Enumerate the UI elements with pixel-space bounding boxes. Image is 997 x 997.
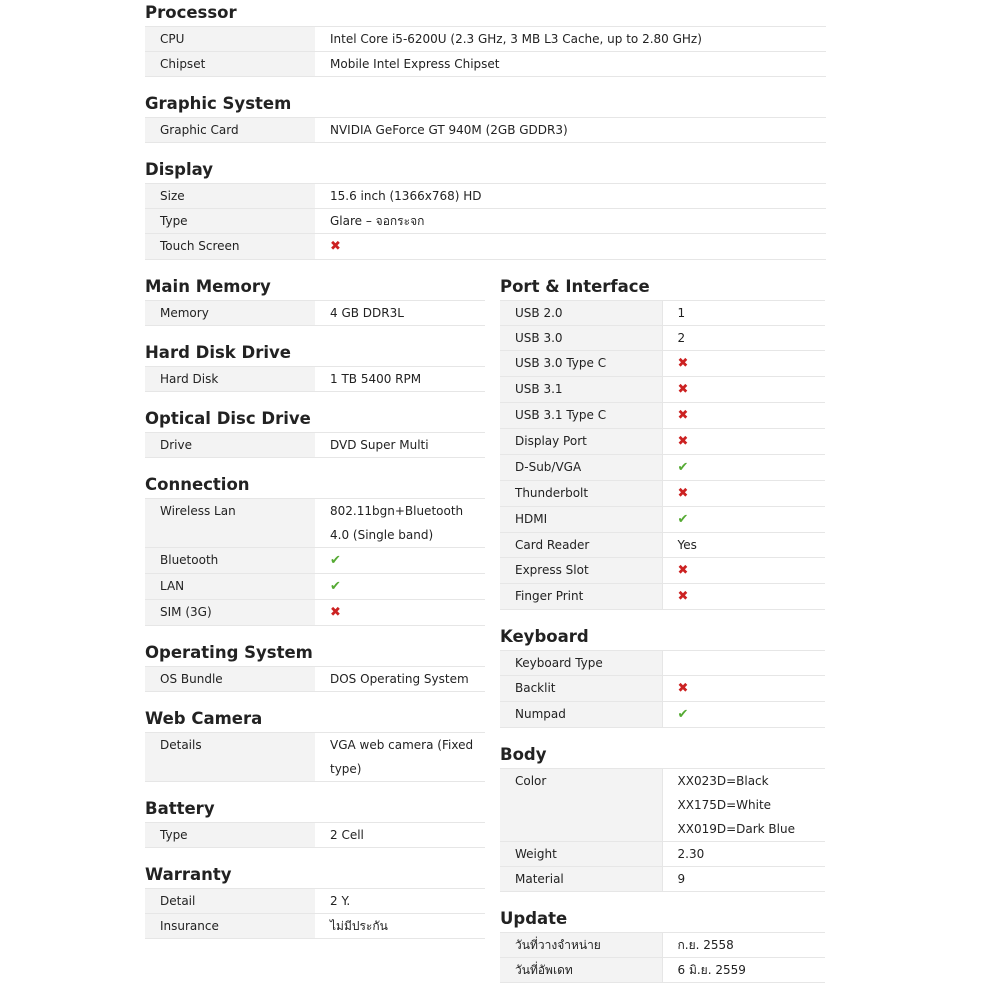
section-hard-disk-drive <box>145 342 485 392</box>
spec-value-line: XX175D=White <box>677 798 772 812</box>
spec-value: NVIDIA GeForce GT 940M (2GB GDDR3) <box>315 118 826 143</box>
spec-table <box>145 117 826 143</box>
check-icon: ✔ <box>330 579 341 594</box>
spec-row <box>500 702 825 728</box>
spec-value <box>662 377 825 403</box>
spec-label: Keyboard Type <box>500 651 662 676</box>
spec-row <box>500 429 825 455</box>
spec-row <box>145 914 485 939</box>
section-title: Update <box>500 909 568 928</box>
spec-row <box>500 867 825 892</box>
section-web-camera <box>145 708 485 782</box>
spec-row <box>145 574 485 600</box>
section-warranty <box>145 864 485 939</box>
cross-icon: ✖ <box>330 605 341 620</box>
section-processor <box>145 2 826 77</box>
spec-label: Backlit <box>500 676 662 702</box>
section-title: Main Memory <box>145 277 271 296</box>
spec-row <box>500 301 825 326</box>
spec-label: วันที่วางจำหน่าย <box>500 933 662 958</box>
spec-label: Numpad <box>500 702 662 728</box>
check-icon: ✔ <box>677 512 689 527</box>
spec-label: USB 3.0 <box>500 326 662 351</box>
spec-row <box>500 769 825 842</box>
spec-table <box>500 768 825 892</box>
spec-row <box>145 27 826 52</box>
spec-row <box>500 455 825 481</box>
spec-row <box>500 481 825 507</box>
spec-label: Hard Disk <box>145 367 315 392</box>
cross-icon: ✖ <box>330 239 341 254</box>
cross-icon: ✖ <box>677 486 689 501</box>
spec-label: Wireless Lan <box>145 499 315 548</box>
check-icon: ✔ <box>677 707 689 722</box>
spec-row <box>145 209 826 234</box>
spec-row <box>500 958 825 983</box>
section-title: Hard Disk Drive <box>145 343 291 362</box>
spec-row <box>500 326 825 351</box>
spec-value <box>662 455 825 481</box>
spec-value <box>662 429 825 455</box>
spec-value: 2.30 <box>662 842 825 867</box>
spec-label: Size <box>145 184 315 209</box>
spec-value: 1 TB 5400 RPM <box>315 367 485 392</box>
spec-row <box>500 351 825 377</box>
spec-label: Drive <box>145 433 315 458</box>
spec-value: 2 Cell <box>315 823 485 848</box>
section-battery <box>145 798 485 848</box>
section-title: Keyboard <box>500 627 589 646</box>
cross-icon: ✖ <box>677 589 689 604</box>
spec-table <box>145 666 485 692</box>
spec-value <box>662 702 825 728</box>
spec-label: OS Bundle <box>145 667 315 692</box>
spec-value-line: XX023D=Black <box>677 774 769 788</box>
spec-row <box>145 433 485 458</box>
section-title: Display <box>145 160 214 179</box>
spec-table <box>145 432 485 458</box>
spec-value <box>315 574 485 600</box>
spec-label: Weight <box>500 842 662 867</box>
cross-icon: ✖ <box>677 563 689 578</box>
spec-row <box>145 367 485 392</box>
spec-value <box>315 234 826 260</box>
spec-row <box>500 403 825 429</box>
section-title: Optical Disc Drive <box>145 409 311 428</box>
cross-icon: ✖ <box>677 382 689 397</box>
section-connection <box>145 474 485 626</box>
section-main-memory <box>145 276 485 326</box>
spec-label: HDMI <box>500 507 662 533</box>
spec-table <box>500 932 825 983</box>
spec-value-line: XX019D=Dark Blue <box>677 822 795 836</box>
spec-value <box>662 481 825 507</box>
spec-table <box>145 888 485 939</box>
spec-label: Graphic Card <box>145 118 315 143</box>
spec-value: ก.ย. 2558 <box>662 933 825 958</box>
section-optical-disc-drive <box>145 408 485 458</box>
spec-value <box>662 769 825 842</box>
spec-table <box>145 732 485 782</box>
spec-value <box>662 403 825 429</box>
spec-value <box>662 507 825 533</box>
spec-row <box>145 823 485 848</box>
spec-table <box>145 26 826 77</box>
cross-icon: ✖ <box>677 434 689 449</box>
section-display <box>145 159 826 260</box>
spec-value: 2 Y. <box>315 889 485 914</box>
spec-row <box>500 377 825 403</box>
spec-row <box>500 558 825 584</box>
cross-icon: ✖ <box>677 356 689 371</box>
spec-value <box>662 651 825 676</box>
spec-value: DOS Operating System <box>315 667 485 692</box>
spec-value: 802.11bgn+Bluetooth 4.0 (Single band) <box>315 499 485 548</box>
spec-row <box>145 301 485 326</box>
spec-label: Touch Screen <box>145 234 315 260</box>
spec-value <box>662 558 825 584</box>
section-title: Operating System <box>145 643 313 662</box>
spec-row <box>500 842 825 867</box>
spec-label: Display Port <box>500 429 662 455</box>
spec-value: 2 <box>662 326 825 351</box>
spec-value <box>662 584 825 610</box>
section-title: Body <box>500 745 547 764</box>
spec-row <box>145 499 485 548</box>
spec-value: 15.6 inch (1366x768) HD <box>315 184 826 209</box>
spec-label: Type <box>145 209 315 234</box>
spec-label: Thunderbolt <box>500 481 662 507</box>
spec-value: Intel Core i5-6200U (2.3 GHz, 3 MB L3 Cache, up to 2.80 GHz) <box>315 27 826 52</box>
spec-row <box>145 889 485 914</box>
section-title: Processor <box>145 3 237 22</box>
spec-label: Finger Print <box>500 584 662 610</box>
spec-label: USB 2.0 <box>500 301 662 326</box>
spec-row <box>145 184 826 209</box>
check-icon: ✔ <box>330 553 341 568</box>
spec-table <box>500 300 825 610</box>
spec-row <box>145 52 826 77</box>
spec-label: Details <box>145 733 315 782</box>
section-title: Port & Interface <box>500 277 650 296</box>
spec-label: Insurance <box>145 914 315 939</box>
spec-table <box>145 183 826 260</box>
spec-row <box>500 676 825 702</box>
spec-value: 4 GB DDR3L <box>315 301 485 326</box>
spec-row <box>500 584 825 610</box>
spec-label: USB 3.1 Type C <box>500 403 662 429</box>
spec-label: D-Sub/VGA <box>500 455 662 481</box>
section-title: Web Camera <box>145 709 263 728</box>
spec-value: 9 <box>662 867 825 892</box>
spec-label: Material <box>500 867 662 892</box>
cross-icon: ✖ <box>677 408 689 423</box>
section-operating-system <box>145 642 485 692</box>
spec-table <box>145 366 485 392</box>
check-icon: ✔ <box>677 460 689 475</box>
spec-row <box>145 548 485 574</box>
spec-label: SIM (3G) <box>145 600 315 626</box>
spec-label: Detail <box>145 889 315 914</box>
section-title: Graphic System <box>145 94 292 113</box>
spec-label: CPU <box>145 27 315 52</box>
spec-label: Memory <box>145 301 315 326</box>
spec-table <box>145 300 485 326</box>
spec-row <box>145 733 485 782</box>
section-title: Battery <box>145 799 215 818</box>
spec-value: Yes <box>662 533 825 558</box>
spec-label: Color <box>500 769 662 842</box>
spec-label: USB 3.0 Type C <box>500 351 662 377</box>
spec-label: USB 3.1 <box>500 377 662 403</box>
spec-label: Type <box>145 823 315 848</box>
section-port-interface <box>500 276 825 610</box>
spec-value: DVD Super Multi <box>315 433 485 458</box>
section-body <box>500 744 825 892</box>
spec-row <box>145 600 485 626</box>
section-title: Warranty <box>145 865 232 884</box>
spec-row <box>145 667 485 692</box>
spec-label: Bluetooth <box>145 548 315 574</box>
spec-label: LAN <box>145 574 315 600</box>
spec-value <box>315 600 485 626</box>
section-graphic-system <box>145 93 826 143</box>
spec-table <box>500 650 825 728</box>
spec-row <box>500 933 825 958</box>
spec-row <box>145 118 826 143</box>
spec-value <box>315 548 485 574</box>
section-title: Connection <box>145 475 250 494</box>
spec-label: Express Slot <box>500 558 662 584</box>
spec-table <box>145 822 485 848</box>
spec-label: วันที่อัพเดท <box>500 958 662 983</box>
spec-value: 1 <box>662 301 825 326</box>
spec-row <box>500 507 825 533</box>
spec-label: Chipset <box>145 52 315 77</box>
spec-value: Mobile Intel Express Chipset <box>315 52 826 77</box>
section-update <box>500 908 825 983</box>
spec-value <box>662 676 825 702</box>
spec-row <box>500 651 825 676</box>
spec-value: Glare – จอกระจก <box>315 209 826 234</box>
spec-value: ไม่มีประกัน <box>315 914 485 939</box>
spec-value: VGA web camera (Fixed type) <box>315 733 485 782</box>
spec-label: Card Reader <box>500 533 662 558</box>
cross-icon: ✖ <box>677 681 689 696</box>
spec-row <box>500 533 825 558</box>
spec-row <box>145 234 826 260</box>
spec-value: 6 มิ.ย. 2559 <box>662 958 825 983</box>
spec-value <box>662 351 825 377</box>
spec-table <box>145 498 485 626</box>
section-keyboard <box>500 626 825 728</box>
